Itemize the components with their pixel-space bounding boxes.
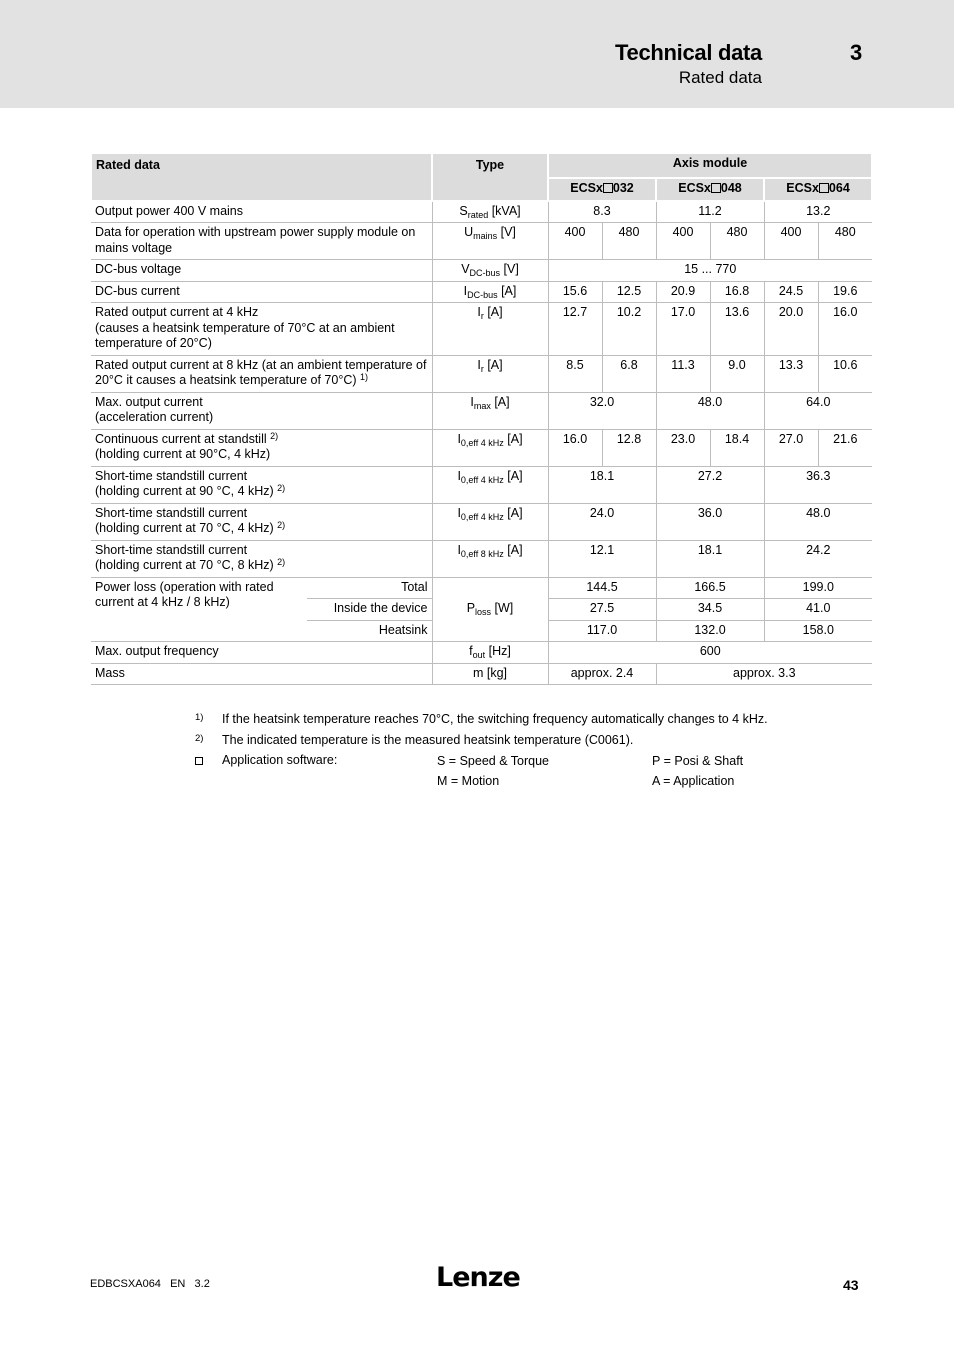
- table-row: [91, 466, 872, 503]
- row-symbol: $I_r$ [A]: [432, 303, 548, 356]
- value-cell: 27.0: [764, 429, 818, 466]
- row-symbol: $I_{max}$ [A]: [432, 392, 548, 429]
- table-row: [91, 281, 872, 303]
- sub-label-heatsink: Heatsink: [307, 620, 432, 642]
- value-cell: 36.3: [764, 466, 872, 503]
- value-cell: 117.0: [548, 620, 656, 642]
- row-symbol: $I_{0,eff 4 kHz}$ [A]: [432, 429, 548, 466]
- table-row: [91, 663, 872, 685]
- page-subtitle: Rated data: [678, 68, 762, 87]
- footnote-1-text: If the heatsink temperature reaches 70°C, the switching frequency automatically changes to 4 kHz.: [222, 712, 768, 726]
- page-number: 43: [843, 1277, 859, 1293]
- row-label: Short-time standstill current (holding current at 70 °C, 8 kHz) $^{2)}$: [91, 540, 432, 577]
- value-cell: 15 ... 770: [548, 260, 872, 282]
- value-cell: 48.0: [656, 392, 764, 429]
- value-cell: 480: [710, 223, 764, 260]
- value-cell: 48.0: [764, 503, 872, 540]
- row-label: Data for operation with upstream power supply module on mains voltage: [91, 223, 432, 260]
- value-cell: approx. 3.3: [656, 663, 872, 685]
- value-cell: 12.7: [548, 303, 602, 356]
- value-cell: 24.2: [764, 540, 872, 577]
- value-cell: 10.6: [818, 355, 872, 392]
- row-label: Power loss (operation with rated current at 4 kHz / 8 kHz): [91, 577, 307, 642]
- row-label: Output power 400 V mains: [91, 201, 432, 223]
- square-placeholder-icon: [711, 183, 721, 193]
- row-symbol: $S_{rated}$ [kVA]: [432, 201, 548, 223]
- value-cell: 9.0: [710, 355, 764, 392]
- value-cell: 16.0: [818, 303, 872, 356]
- value-cell: 16.0: [548, 429, 602, 466]
- row-label: DC-bus voltage: [91, 260, 432, 282]
- value-cell: 24.5: [764, 281, 818, 303]
- value-cell: 199.0: [764, 577, 872, 599]
- table-row: [91, 642, 872, 664]
- value-cell: 32.0: [548, 392, 656, 429]
- footnote-1-mark: 1): [195, 712, 204, 723]
- square-placeholder-icon: [195, 753, 203, 769]
- value-cell: 17.0: [656, 303, 710, 356]
- app-software-label: Application software:: [222, 753, 338, 767]
- row-symbol: $I_{0,eff 4 kHz}$ [A]: [432, 503, 548, 540]
- value-cell: 23.0: [656, 429, 710, 466]
- row-label: Rated output current at 8 kHz (at an ambient temperature of 20°C it causes a heatsink temperature of 70°C) $^{1)}$: [91, 355, 432, 392]
- value-cell: 15.6: [548, 281, 602, 303]
- table-row: [91, 201, 872, 223]
- row-symbol: $U_{mains}$ [V]: [432, 223, 548, 260]
- table-row: [91, 429, 872, 466]
- value-cell: 8.5: [548, 355, 602, 392]
- sub-label-inside: Inside the device: [307, 599, 432, 621]
- row-symbol: $P_{loss}$ [W]: [432, 577, 548, 642]
- value-cell: 19.6: [818, 281, 872, 303]
- value-cell: 13.6: [710, 303, 764, 356]
- value-cell: 18.1: [548, 466, 656, 503]
- value-cell: 13.2: [764, 201, 872, 223]
- value-cell: 16.8: [710, 281, 764, 303]
- value-cell: 13.3: [764, 355, 818, 392]
- value-cell: 144.5: [548, 577, 656, 599]
- app-motion: M = Motion: [437, 774, 500, 788]
- header-axis-module: Axis module: [548, 154, 872, 178]
- value-cell: 18.4: [710, 429, 764, 466]
- page-title: Technical data: [615, 40, 762, 65]
- row-symbol: m [kg]: [432, 663, 548, 685]
- value-cell: 600: [548, 642, 872, 664]
- table-row: [91, 303, 872, 356]
- app-posi-shaft: P = Posi & Shaft: [652, 754, 744, 768]
- row-label: Short-time standstill current (holding current at 90 °C, 4 kHz) $^{2)}$: [91, 466, 432, 503]
- value-cell: 6.8: [602, 355, 656, 392]
- lenze-logo: Lenze: [436, 1262, 520, 1293]
- row-label: Continuous current at standstill $^{2)}$ (holding current at 90°C, 4 kHz): [91, 429, 432, 466]
- value-cell: 132.0: [656, 620, 764, 642]
- table-row: [91, 260, 872, 282]
- row-label: DC-bus current: [91, 281, 432, 303]
- sub-label-total: Total: [307, 577, 432, 599]
- doc-id: EDBCSXA064 EN 3.2: [90, 1278, 210, 1290]
- row-label: Max. output current (acceleration current): [91, 392, 432, 429]
- table-row: [91, 355, 872, 392]
- value-cell: 20.0: [764, 303, 818, 356]
- header-module-032: ECSx 032: [548, 178, 656, 201]
- table-row: [91, 503, 872, 540]
- header-type: Type: [432, 154, 548, 201]
- value-cell: 24.0: [548, 503, 656, 540]
- value-cell: 12.5: [602, 281, 656, 303]
- value-cell: 27.5: [548, 599, 656, 621]
- row-symbol: $I_{0,eff 8 kHz}$ [A]: [432, 540, 548, 577]
- value-cell: 400: [548, 223, 602, 260]
- value-cell: 8.3: [548, 201, 656, 223]
- footnote-2-text: The indicated temperature is the measured heatsink temperature (C0061).: [222, 733, 634, 747]
- app-application: A = Application: [652, 774, 735, 788]
- value-cell: 480: [602, 223, 656, 260]
- row-label: Max. output frequency: [91, 642, 432, 664]
- value-cell: 41.0: [764, 599, 872, 621]
- value-cell: 34.5: [656, 599, 764, 621]
- value-cell: approx. 2.4: [548, 663, 656, 685]
- value-cell: 20.9: [656, 281, 710, 303]
- value-cell: 64.0: [764, 392, 872, 429]
- app-speed-torque: S = Speed & Torque: [437, 754, 550, 768]
- row-label: Rated output current at 4 kHz (causes a heatsink temperature of 70°C at an ambient temperature of 20°C): [91, 303, 432, 356]
- value-cell: 12.8: [602, 429, 656, 466]
- table-row: [91, 392, 872, 429]
- value-cell: 36.0: [656, 503, 764, 540]
- value-cell: 21.6: [818, 429, 872, 466]
- table-row: [91, 223, 872, 260]
- value-cell: 11.3: [656, 355, 710, 392]
- chapter-number: 3: [850, 40, 863, 65]
- row-label: Short-time standstill current (holding current at 70 °C, 4 kHz) $^{2)}$: [91, 503, 432, 540]
- row-symbol: $I_{DC-bus}$ [A]: [432, 281, 548, 303]
- header-band: [0, 0, 954, 108]
- value-cell: 400: [656, 223, 710, 260]
- value-cell: 166.5: [656, 577, 764, 599]
- row-symbol: $f_{out}$ [Hz]: [432, 642, 548, 664]
- row-symbol: $I_r$ [A]: [432, 355, 548, 392]
- value-cell: 12.1: [548, 540, 656, 577]
- value-cell: 27.2: [656, 466, 764, 503]
- table-row: [91, 540, 872, 577]
- header-module-048: ECSx 048: [656, 178, 764, 201]
- value-cell: 400: [764, 223, 818, 260]
- value-cell: 480: [818, 223, 872, 260]
- value-cell: 18.1: [656, 540, 764, 577]
- value-cell: 10.2: [602, 303, 656, 356]
- header-rated-data: Rated data: [91, 154, 432, 201]
- square-placeholder-icon: [603, 183, 613, 193]
- table-header-row: [91, 154, 872, 178]
- header-module-064: ECSx 064: [764, 178, 872, 201]
- row-symbol: $I_{0,eff 4 kHz}$ [A]: [432, 466, 548, 503]
- row-symbol: $V_{DC-bus}$ [V]: [432, 260, 548, 282]
- rated-data-table: [90, 154, 873, 685]
- row-label: Mass: [91, 663, 432, 685]
- value-cell: 11.2: [656, 201, 764, 223]
- value-cell: 158.0: [764, 620, 872, 642]
- square-placeholder-icon: [819, 183, 829, 193]
- table-row: [91, 577, 872, 599]
- footnote-2-mark: 2): [195, 733, 204, 744]
